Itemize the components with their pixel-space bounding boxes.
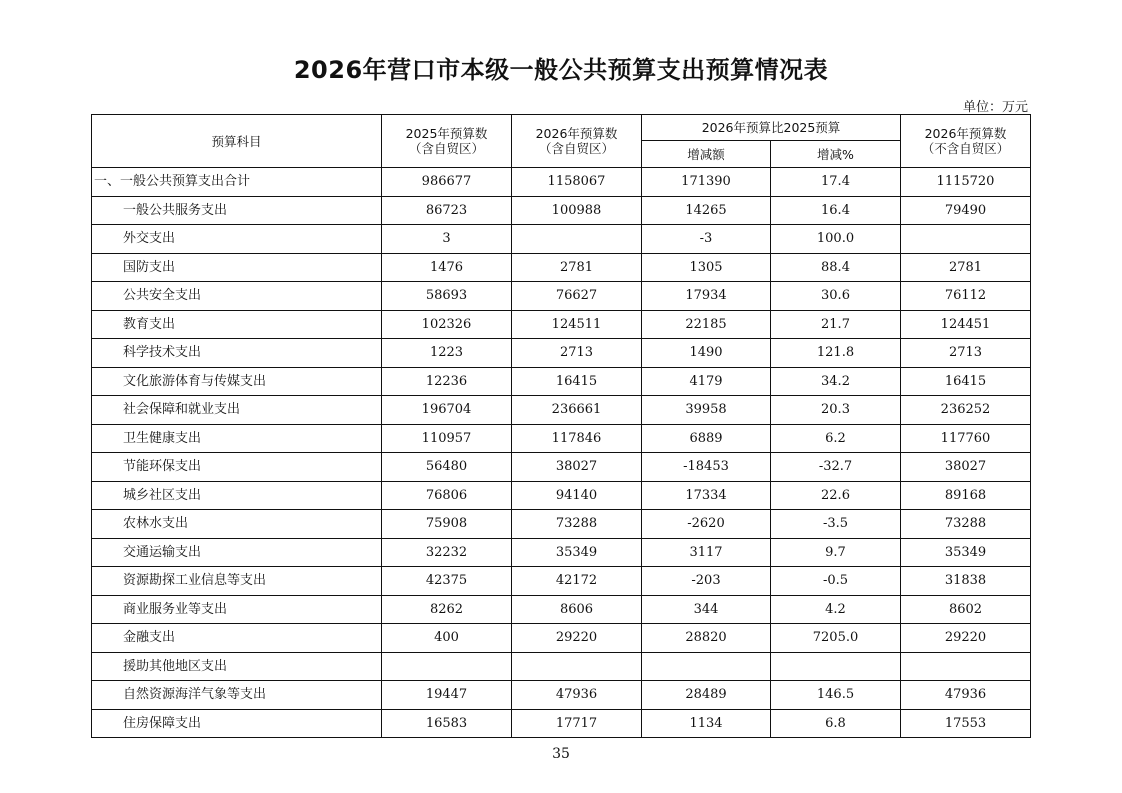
cell-budget-2026-excl: 47936 bbox=[901, 681, 1031, 710]
cell-budget-2026: 73288 bbox=[512, 510, 642, 539]
header-budget-2026 bbox=[512, 115, 642, 168]
cell-change-pct: 7205.0 bbox=[771, 624, 901, 653]
header-budget-2025-line1: 2025年预算数 bbox=[405, 126, 488, 141]
cell-budget-2026: 42172 bbox=[512, 567, 642, 596]
cell-budget-2026: 94140 bbox=[512, 481, 642, 510]
cell-subject: 住房保障支出 bbox=[92, 709, 382, 738]
cell-budget-2026-excl: 1115720 bbox=[901, 168, 1031, 197]
table-row bbox=[92, 510, 1031, 539]
table-row bbox=[92, 453, 1031, 482]
cell-budget-2026: 100988 bbox=[512, 196, 642, 225]
table-row bbox=[92, 367, 1031, 396]
table-row bbox=[92, 538, 1031, 567]
cell-subject: 教育支出 bbox=[92, 310, 382, 339]
cell-budget-2026-excl: 17553 bbox=[901, 709, 1031, 738]
cell-change-amount: 14265 bbox=[642, 196, 771, 225]
table-row-total bbox=[92, 168, 1031, 197]
table-row bbox=[92, 253, 1031, 282]
cell-change-amount: -3 bbox=[642, 225, 771, 254]
cell-budget-2025: 32232 bbox=[382, 538, 512, 567]
cell-change-amount: 1490 bbox=[642, 339, 771, 368]
cell-change-pct: -3.5 bbox=[771, 510, 901, 539]
cell-budget-2026-excl bbox=[901, 652, 1031, 681]
cell-budget-2025: 102326 bbox=[382, 310, 512, 339]
cell-change-pct bbox=[771, 652, 901, 681]
table-row bbox=[92, 310, 1031, 339]
cell-change-pct: 6.8 bbox=[771, 709, 901, 738]
cell-budget-2025: 1476 bbox=[382, 253, 512, 282]
cell-change-amount: 39958 bbox=[642, 396, 771, 425]
cell-budget-2025: 42375 bbox=[382, 567, 512, 596]
cell-subject: 自然资源海洋气象等支出 bbox=[92, 681, 382, 710]
cell-budget-2026: 17717 bbox=[512, 709, 642, 738]
cell-budget-2026: 124511 bbox=[512, 310, 642, 339]
cell-subject: 社会保障和就业支出 bbox=[92, 396, 382, 425]
cell-change-pct: 121.8 bbox=[771, 339, 901, 368]
table-row bbox=[92, 652, 1031, 681]
cell-budget-2026-excl: 89168 bbox=[901, 481, 1031, 510]
cell-subject: 卫生健康支出 bbox=[92, 424, 382, 453]
cell-change-amount: 1134 bbox=[642, 709, 771, 738]
cell-change-pct: 88.4 bbox=[771, 253, 901, 282]
page-number: 35 bbox=[552, 746, 570, 762]
cell-change-amount: 28820 bbox=[642, 624, 771, 653]
header-change-pct: 增减% bbox=[771, 141, 901, 168]
cell-change-pct: 34.2 bbox=[771, 367, 901, 396]
cell-budget-2026-excl bbox=[901, 225, 1031, 254]
cell-subject: 一般公共服务支出 bbox=[92, 196, 382, 225]
cell-budget-2026 bbox=[512, 225, 642, 254]
cell-budget-2025: 56480 bbox=[382, 453, 512, 482]
cell-change-amount: 4179 bbox=[642, 367, 771, 396]
table-row bbox=[92, 424, 1031, 453]
header-change-amount: 增减额 bbox=[642, 141, 771, 168]
cell-budget-2026: 236661 bbox=[512, 396, 642, 425]
cell-subject: 商业服务业等支出 bbox=[92, 595, 382, 624]
budget-table bbox=[91, 114, 1031, 738]
cell-subject: 科学技术支出 bbox=[92, 339, 382, 368]
cell-change-pct: 146.5 bbox=[771, 681, 901, 710]
cell-budget-2025 bbox=[382, 652, 512, 681]
cell-budget-2026: 38027 bbox=[512, 453, 642, 482]
header-budget-2025-line2: （含自贸区） bbox=[408, 141, 484, 156]
cell-budget-2026-excl: 124451 bbox=[901, 310, 1031, 339]
header-budget-2025 bbox=[382, 115, 512, 168]
cell-subject: 资源勘探工业信息等支出 bbox=[92, 567, 382, 596]
cell-change-amount: -203 bbox=[642, 567, 771, 596]
cell-budget-2025: 8262 bbox=[382, 595, 512, 624]
cell-change-pct: 4.2 bbox=[771, 595, 901, 624]
cell-budget-2026: 29220 bbox=[512, 624, 642, 653]
header-budget-2026-excl-line2: （不含自贸区） bbox=[921, 141, 1010, 156]
cell-budget-2026-excl: 16415 bbox=[901, 367, 1031, 396]
cell-budget-2026 bbox=[512, 652, 642, 681]
cell-budget-2026-excl: 2713 bbox=[901, 339, 1031, 368]
cell-subject: 节能环保支出 bbox=[92, 453, 382, 482]
cell-change-amount: 17934 bbox=[642, 282, 771, 311]
cell-budget-2025: 76806 bbox=[382, 481, 512, 510]
page-title: 2026年营口市本级一般公共预算支出预算情况表 bbox=[293, 56, 829, 84]
cell-budget-2026-excl: 117760 bbox=[901, 424, 1031, 453]
table-row bbox=[92, 595, 1031, 624]
header-budget-2026-line1: 2026年预算数 bbox=[535, 126, 618, 141]
cell-budget-2025: 110957 bbox=[382, 424, 512, 453]
cell-budget-2026: 2713 bbox=[512, 339, 642, 368]
cell-change-amount: 344 bbox=[642, 595, 771, 624]
table-row bbox=[92, 681, 1031, 710]
unit-label: 单位：万元 bbox=[962, 100, 1028, 115]
cell-change-amount: 3117 bbox=[642, 538, 771, 567]
cell-budget-2026-excl: 38027 bbox=[901, 453, 1031, 482]
cell-budget-2026-excl: 76112 bbox=[901, 282, 1031, 311]
cell-budget-2025: 3 bbox=[382, 225, 512, 254]
header-budget-2026-excl-line1: 2026年预算数 bbox=[924, 126, 1007, 141]
cell-change-pct: 22.6 bbox=[771, 481, 901, 510]
cell-budget-2025: 16583 bbox=[382, 709, 512, 738]
cell-change-amount: 171390 bbox=[642, 168, 771, 197]
cell-budget-2026: 8606 bbox=[512, 595, 642, 624]
cell-change-amount: 28489 bbox=[642, 681, 771, 710]
cell-budget-2025: 75908 bbox=[382, 510, 512, 539]
table-row bbox=[92, 481, 1031, 510]
cell-budget-2025: 986677 bbox=[382, 168, 512, 197]
cell-budget-2025: 196704 bbox=[382, 396, 512, 425]
cell-subject: 城乡社区支出 bbox=[92, 481, 382, 510]
cell-budget-2026-excl: 31838 bbox=[901, 567, 1031, 596]
header-budget-2026-line2: （含自贸区） bbox=[538, 141, 614, 156]
table-row bbox=[92, 624, 1031, 653]
table-row bbox=[92, 196, 1031, 225]
cell-budget-2025: 400 bbox=[382, 624, 512, 653]
table-row bbox=[92, 282, 1031, 311]
cell-change-pct: 30.6 bbox=[771, 282, 901, 311]
cell-change-pct: 6.2 bbox=[771, 424, 901, 453]
cell-change-pct: -0.5 bbox=[771, 567, 901, 596]
cell-change-pct: -32.7 bbox=[771, 453, 901, 482]
cell-subject: 外交支出 bbox=[92, 225, 382, 254]
cell-change-pct: 17.4 bbox=[771, 168, 901, 197]
table-row bbox=[92, 709, 1031, 738]
cell-budget-2026-excl: 2781 bbox=[901, 253, 1031, 282]
cell-subject: 援助其他地区支出 bbox=[92, 652, 382, 681]
table-row bbox=[92, 567, 1031, 596]
header-budget-2026-excl bbox=[901, 115, 1031, 168]
cell-budget-2026-excl: 29220 bbox=[901, 624, 1031, 653]
table-row bbox=[92, 339, 1031, 368]
table-row bbox=[92, 396, 1031, 425]
cell-budget-2025: 1223 bbox=[382, 339, 512, 368]
cell-change-amount bbox=[642, 652, 771, 681]
cell-budget-2026-excl: 73288 bbox=[901, 510, 1031, 539]
cell-subject: 公共安全支出 bbox=[92, 282, 382, 311]
cell-budget-2026: 47936 bbox=[512, 681, 642, 710]
cell-budget-2026-excl: 8602 bbox=[901, 595, 1031, 624]
cell-budget-2026: 117846 bbox=[512, 424, 642, 453]
table-header bbox=[92, 115, 1031, 168]
cell-budget-2025: 58693 bbox=[382, 282, 512, 311]
cell-change-pct: 16.4 bbox=[771, 196, 901, 225]
cell-change-amount: 22185 bbox=[642, 310, 771, 339]
cell-subject: 文化旅游体育与传媒支出 bbox=[92, 367, 382, 396]
cell-budget-2026-excl: 35349 bbox=[901, 538, 1031, 567]
cell-budget-2026: 76627 bbox=[512, 282, 642, 311]
cell-budget-2026: 16415 bbox=[512, 367, 642, 396]
cell-budget-2026: 2781 bbox=[512, 253, 642, 282]
table-row bbox=[92, 225, 1031, 254]
cell-change-pct: 9.7 bbox=[771, 538, 901, 567]
table-body bbox=[92, 168, 1031, 738]
cell-change-pct: 20.3 bbox=[771, 396, 901, 425]
cell-change-pct: 21.7 bbox=[771, 310, 901, 339]
cell-change-amount: 1305 bbox=[642, 253, 771, 282]
cell-budget-2025: 19447 bbox=[382, 681, 512, 710]
cell-subject: 一、一般公共预算支出合计 bbox=[92, 168, 382, 197]
cell-budget-2026: 1158067 bbox=[512, 168, 642, 197]
cell-budget-2025: 86723 bbox=[382, 196, 512, 225]
cell-change-amount: 17334 bbox=[642, 481, 771, 510]
cell-change-amount: -2620 bbox=[642, 510, 771, 539]
cell-subject: 金融支出 bbox=[92, 624, 382, 653]
cell-subject: 交通运输支出 bbox=[92, 538, 382, 567]
cell-change-amount: -18453 bbox=[642, 453, 771, 482]
cell-budget-2026: 35349 bbox=[512, 538, 642, 567]
cell-budget-2026-excl: 236252 bbox=[901, 396, 1031, 425]
cell-budget-2025: 12236 bbox=[382, 367, 512, 396]
cell-change-amount: 6889 bbox=[642, 424, 771, 453]
header-compare: 2026年预算比2025预算 bbox=[642, 115, 901, 141]
header-subject: 预算科目 bbox=[92, 115, 382, 168]
cell-change-pct: 100.0 bbox=[771, 225, 901, 254]
cell-subject: 农林水支出 bbox=[92, 510, 382, 539]
cell-subject: 国防支出 bbox=[92, 253, 382, 282]
cell-budget-2026-excl: 79490 bbox=[901, 196, 1031, 225]
